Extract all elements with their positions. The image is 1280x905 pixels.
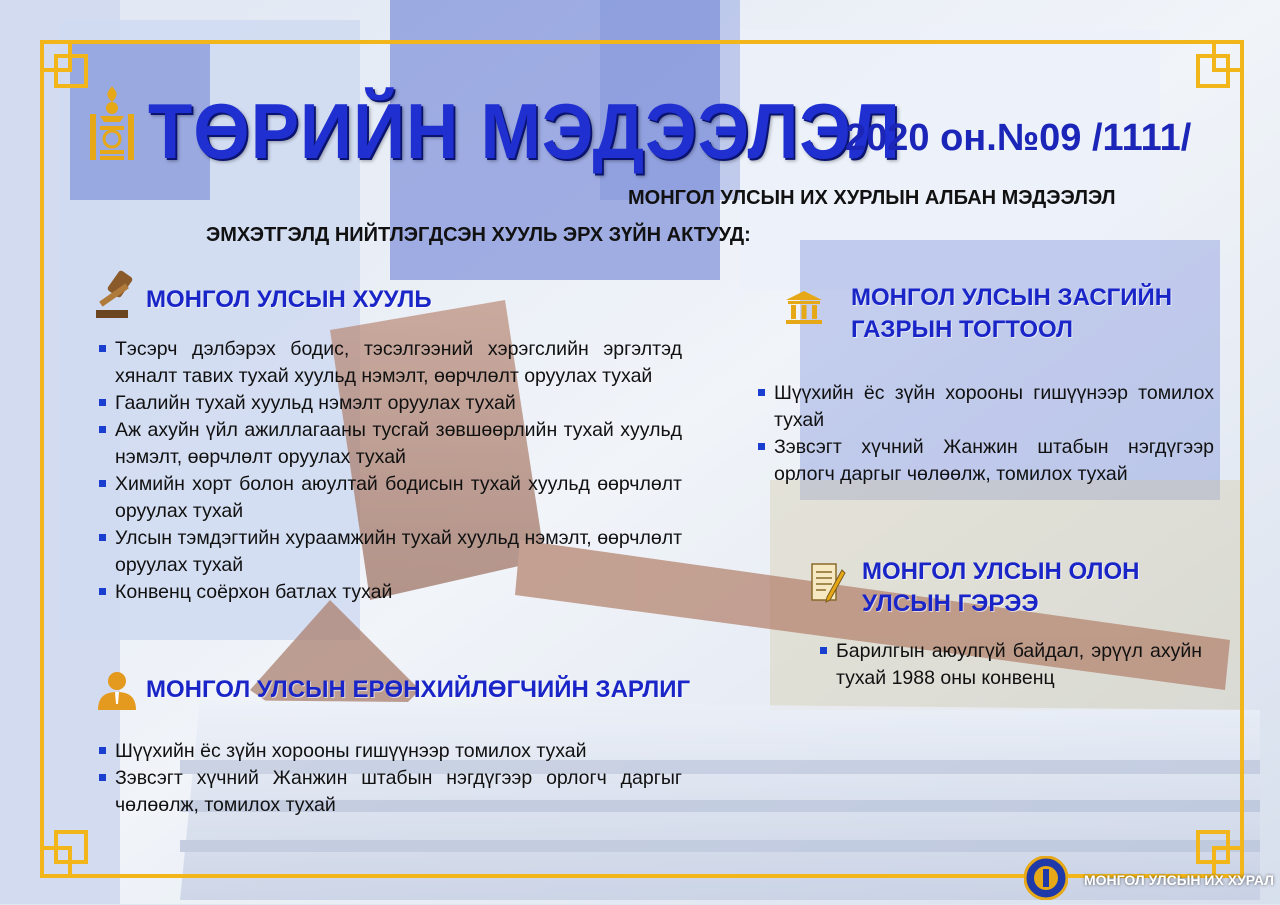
list-item: Барилгын аюулгүй байдал, эрүүл ахуйн тухай 1988 оны конвенц [820,638,1202,692]
list-item: Тэсэрч дэлбэрэх бодис, тэсэлгээний хэрэгслийн эргэлтэд хяналт тавих тухай хуульд нэмэлт, өөрчлөлт оруулах тухай [99,336,682,390]
footer-label: МОНГОЛ УЛСЫН ИХ ХУРАЛ [1083,872,1274,888]
resolutions-title-line2: ГАЗРЫН ТОГТООЛ [851,316,1073,343]
document-pen-icon [810,560,846,604]
page-title: ТӨРИЙН МЭДЭЭЛЭЛ [148,87,901,175]
list-item: Химийн хорт болон аюултай бодисын тухай хуульд өөрчлөлт оруулах тухай [99,471,682,525]
decrees-section-title: МОНГОЛ УЛСЫН ЕРӨНХИЙЛӨГЧИЙН ЗАРЛИГ [146,676,691,703]
list-item: Улсын тэмдэгтийн хураамжийн тухай хуульд нэмэлт, өөрчлөлт оруулах тухай [99,525,682,579]
building-icon [784,290,824,324]
list-item: Аж ахуйн үйл ажиллагааны тусгай зөвшөөрлийн тухай хуульд нэмэлт, өөрчлөлт оруулах тухай [99,417,682,471]
treaties-list [820,638,1202,692]
treaties-section-title [862,556,1139,620]
issue-number: 2020 он.№09 /1111/ [845,117,1192,159]
soyombo-icon [86,84,138,162]
laws-list [99,336,682,606]
decrees-list [99,738,682,819]
laws-section-title: МОНГОЛ УЛСЫН ХУУЛЬ [146,286,432,313]
resolutions-title-line1: МОНГОЛ УЛСЫН ЗАСГИЙН [851,284,1173,311]
resolutions-list [758,380,1214,488]
person-icon [96,670,138,710]
list-item: Конвенц соёрхон батлах тухай [99,579,682,606]
list-item: Гаалийн тухай хуульд нэмэлт оруулах тухай [99,390,682,417]
official-subtitle: МОНГОЛ УЛСЫН ИХ ХУРЛЫН АЛБАН МЭДЭЭЛЭЛ [628,187,1116,209]
emblem-icon [1024,856,1068,900]
list-item: Шүүхийн ёс зүйн хорооны гишүүнээр томилох тухай [99,738,682,765]
list-item: Зэвсэгт хүчний Жанжин штабын нэгдүгээр орлогч даргыг чөлөөлж, томилох тухай [758,434,1214,488]
treaties-title-line2: УЛСЫН ГЭРЭЭ [862,590,1039,617]
resolutions-section-title [851,282,1172,346]
list-item: Зэвсэгт хүчний Жанжин штабын нэгдүгээр орлогч даргыг чөлөөлж, томилох тухай [99,765,682,819]
list-item: Шүүхийн ёс зүйн хорооны гишүүнээр томилох тухай [758,380,1214,434]
intro-heading: ЭМХЭТГЭЛД НИЙТЛЭГДСЭН ХУУЛЬ ЭРХ ЗҮЙН АКТУУД: [206,224,751,246]
treaties-title-line1: МОНГОЛ УЛСЫН ОЛОН [862,558,1140,585]
gavel-icon [92,270,142,320]
